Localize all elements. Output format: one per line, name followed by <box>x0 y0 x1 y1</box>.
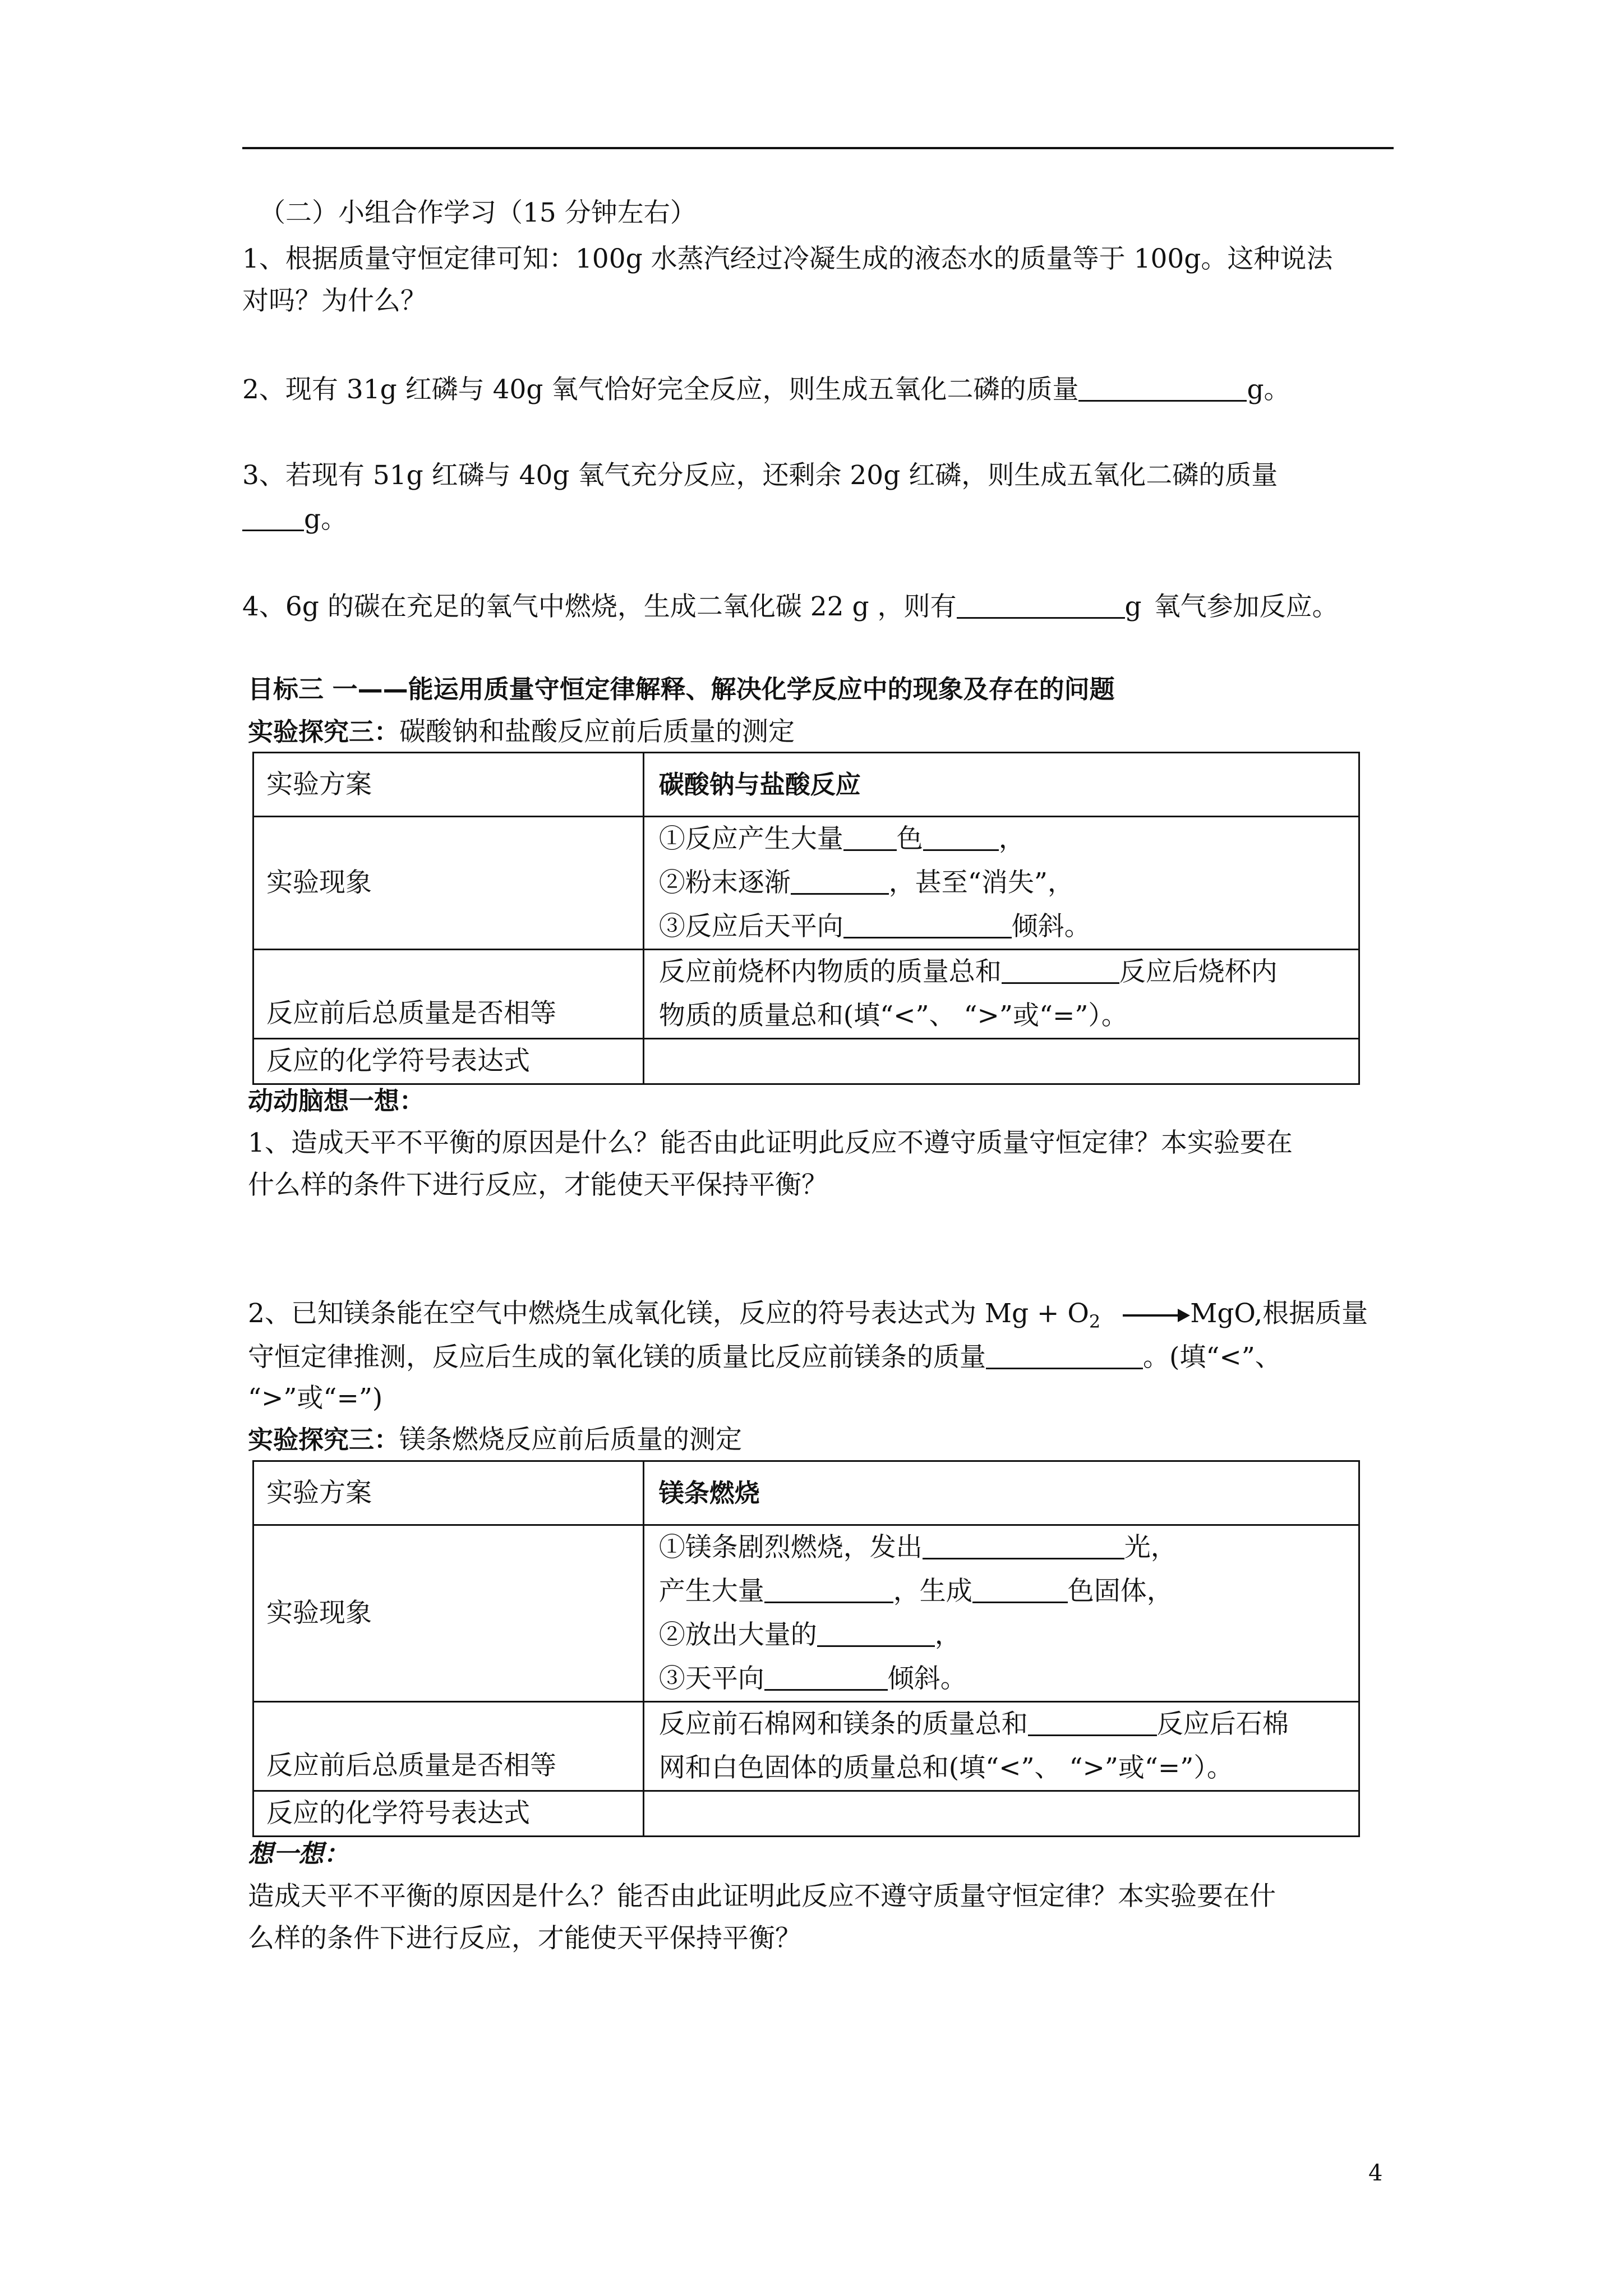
table-cell-mass-value <box>643 950 1359 1039</box>
question-2-unit: g。 <box>1247 374 1290 405</box>
table-cell-phenomenon-label: 实验现象 <box>253 817 644 950</box>
mass-text: 反应后烧杯内 <box>1119 956 1278 987</box>
table-cell-expression-label: 反应的化学符号表达式 <box>253 1791 644 1837</box>
question-1-line-2: 对吗？为什么？ <box>242 286 427 316</box>
reaction-text: 2、已知镁条能在空气中燃烧生成氧化镁，反应的符号表达式为 Mg + O <box>248 1298 1089 1329</box>
oxygen-subscript: 2 <box>1089 1311 1101 1332</box>
phenomenon-text: ③反应后天平向 <box>658 911 843 942</box>
phenomenon-text: ，生成 <box>893 1576 972 1607</box>
fill-blank[interactable] <box>972 1577 1068 1603</box>
phenomenon-text: ③天平向 <box>658 1663 764 1694</box>
table-cell-mass-label: 反应前后总质量是否相等 <box>253 1702 644 1791</box>
phenomenon-text: 色 <box>896 823 923 854</box>
phenomenon-line-2 <box>659 861 1358 905</box>
table-row <box>253 753 1359 817</box>
table-row <box>253 950 1359 1039</box>
table-cell-expression-value[interactable] <box>643 1791 1359 1837</box>
experiment-3b-title: 镁条燃烧反应前后质量的测定 <box>399 1424 743 1455</box>
table-row <box>253 1039 1359 1084</box>
question-3-unit: g。 <box>304 504 348 535</box>
experiment-3a-label: 实验探究三： <box>248 717 400 747</box>
phenomenon-line-3 <box>659 905 1358 949</box>
phenomenon-text: 色固体， <box>1067 1576 1173 1607</box>
think-1-question-2-line-1 <box>248 1300 1368 1331</box>
mass-line-1 <box>659 950 1358 994</box>
question-2-text: 2、现有 31g 红磷与 40g 氧气恰好完全反应，则生成五氧化二磷的质量 <box>242 374 1079 405</box>
fill-blank[interactable] <box>843 825 897 851</box>
phenomenon-line-3 <box>659 1613 1358 1657</box>
table-row <box>253 1461 1359 1525</box>
table-cell-phenomenon-label: 实验现象 <box>253 1525 644 1702</box>
mass-line-2: 网和白色固体的质量总和(填“<”、 “>”或“=”）。 <box>658 1752 1233 1783</box>
phenomenon-text: ①反应产生大量 <box>658 823 843 854</box>
experiment-3b-label: 实验探究三： <box>248 1425 400 1455</box>
experiment-3a-heading <box>248 716 795 747</box>
phenomenon-text: 产生大量 <box>658 1576 764 1607</box>
experiment-3b-heading <box>248 1424 743 1455</box>
mass-line-2: 物质的质量总和(填“<”、 “>”或“=”）。 <box>658 1000 1128 1031</box>
fill-blank[interactable] <box>1002 958 1119 984</box>
experiment-3a-table <box>252 752 1360 1085</box>
fill-blank[interactable] <box>923 825 999 851</box>
table-cell-plan-label: 实验方案 <box>253 753 644 817</box>
think-2-line-2: 么样的条件下进行反应，才能使天平保持平衡？ <box>248 1923 801 1954</box>
think-1-question-1-line-2: 什么样的条件下进行反应，才能使天平保持平衡？ <box>248 1170 828 1200</box>
table-cell-mass-value <box>643 1702 1359 1791</box>
fill-blank[interactable] <box>843 912 1012 938</box>
question-4-text: 4、6g 的碳在充足的氧气中燃烧，生成二氧化碳 22 g ，则有 <box>242 591 957 622</box>
table-row <box>253 1525 1359 1702</box>
question-4 <box>242 592 1339 620</box>
table-cell-plan-label: 实验方案 <box>253 1461 644 1525</box>
reaction-text: 守恒定律推测，反应后生成的氧化镁的质量比反应前镁条的质量 <box>248 1342 986 1373</box>
think-2-line-1: 造成天平不平衡的原因是什么？能否由此证明此反应不遵守质量守恒定律？本实验要在什 <box>248 1881 1276 1912</box>
question-4-tail: 氧气参加反应。 <box>1154 591 1339 622</box>
fill-blank[interactable] <box>1028 1710 1157 1736</box>
fill-blank[interactable] <box>791 868 889 895</box>
phenomenon-line-2 <box>659 1570 1358 1613</box>
phenomenon-text: ， <box>934 1619 961 1650</box>
question-4-blank[interactable] <box>957 592 1125 619</box>
think-2-title: 想一想： <box>248 1839 349 1869</box>
experiment-3a-title: 碳酸钠和盐酸反应前后质量的测定 <box>399 716 795 747</box>
question-3-line-2 <box>242 504 348 535</box>
table-cell-phenomenon-value <box>643 817 1359 950</box>
page-number: 4 <box>1368 2160 1383 2186</box>
mass-text: 反应前烧杯内物质的质量总和 <box>658 956 1002 987</box>
table-cell-mass-label: 反应前后总质量是否相等 <box>253 950 644 1039</box>
fill-blank[interactable] <box>764 1664 888 1691</box>
fill-blank[interactable] <box>817 1621 935 1647</box>
think-1-question-2-line-3: “>”或“=”) <box>248 1383 383 1414</box>
section-header: （二）小组合作学习（15 分钟左右） <box>259 197 697 228</box>
table-cell-expression-value[interactable] <box>643 1039 1359 1084</box>
phenomenon-text: ， <box>998 823 1025 854</box>
fill-blank[interactable] <box>764 1577 893 1603</box>
reaction-text: 。(填“<”、 <box>1143 1342 1281 1373</box>
phenomenon-text: 倾斜。 <box>1011 911 1091 942</box>
phenomenon-text: ②粉末逐渐 <box>658 867 791 898</box>
fill-blank[interactable] <box>986 1343 1143 1369</box>
phenomenon-line-4 <box>659 1657 1358 1701</box>
reaction-arrow-icon <box>1123 1303 1190 1328</box>
reaction-text: MgO,根据质量 <box>1190 1298 1368 1329</box>
think-1-title: 动动脑想一想： <box>248 1086 425 1116</box>
table-row <box>253 817 1359 950</box>
phenomenon-text: 光， <box>1124 1532 1177 1563</box>
question-1-line-1: 1、根据质量守恒定律可知：100g 水蒸汽经过冷凝生成的液态水的质量等于 100g。这种说法 <box>242 243 1333 274</box>
header-rule <box>242 147 1394 149</box>
goal-3-title: 目标三 一——能运用质量守恒定律解释、解决化学反应中的现象及存在的问题 <box>248 674 1115 704</box>
question-2 <box>242 375 1290 403</box>
table-cell-plan-value: 碳酸钠与盐酸反应 <box>643 753 1359 817</box>
phenomenon-text: ②放出大量的 <box>658 1619 817 1650</box>
phenomenon-line-1 <box>659 1526 1358 1570</box>
fill-blank[interactable] <box>923 1533 1124 1559</box>
table-row <box>253 1791 1359 1837</box>
phenomenon-text: ①镁条剧烈燃烧，发出 <box>658 1532 923 1563</box>
question-4-unit: g <box>1124 591 1142 622</box>
phenomenon-text: 倾斜。 <box>887 1663 967 1694</box>
table-cell-expression-label: 反应的化学符号表达式 <box>253 1039 644 1084</box>
table-row <box>253 1702 1359 1791</box>
mass-text: 反应后石棉 <box>1156 1709 1289 1740</box>
mass-text: 反应前石棉网和镁条的质量总和 <box>658 1709 1028 1740</box>
question-3-blank[interactable] <box>242 505 304 531</box>
phenomenon-text: ，甚至“消失”， <box>888 867 1074 898</box>
table-cell-phenomenon-value <box>643 1525 1359 1702</box>
table-cell-plan-value: 镁条燃烧 <box>643 1461 1359 1525</box>
think-1-question-2-line-2 <box>248 1342 1281 1373</box>
mass-line-1 <box>659 1703 1358 1746</box>
think-1-question-1-line-1: 1、造成天平不平衡的原因是什么？能否由此证明此反应不遵守质量守恒定律？本实验要在 <box>248 1128 1293 1158</box>
question-2-blank[interactable] <box>1078 375 1247 402</box>
phenomenon-line-1 <box>659 817 1358 861</box>
experiment-3b-table <box>252 1460 1360 1837</box>
question-3-line-1: 3、若现有 51g 红磷与 40g 氧气充分反应，还剩余 20g 红磷，则生成五氧化二磷的质量 <box>242 460 1278 491</box>
